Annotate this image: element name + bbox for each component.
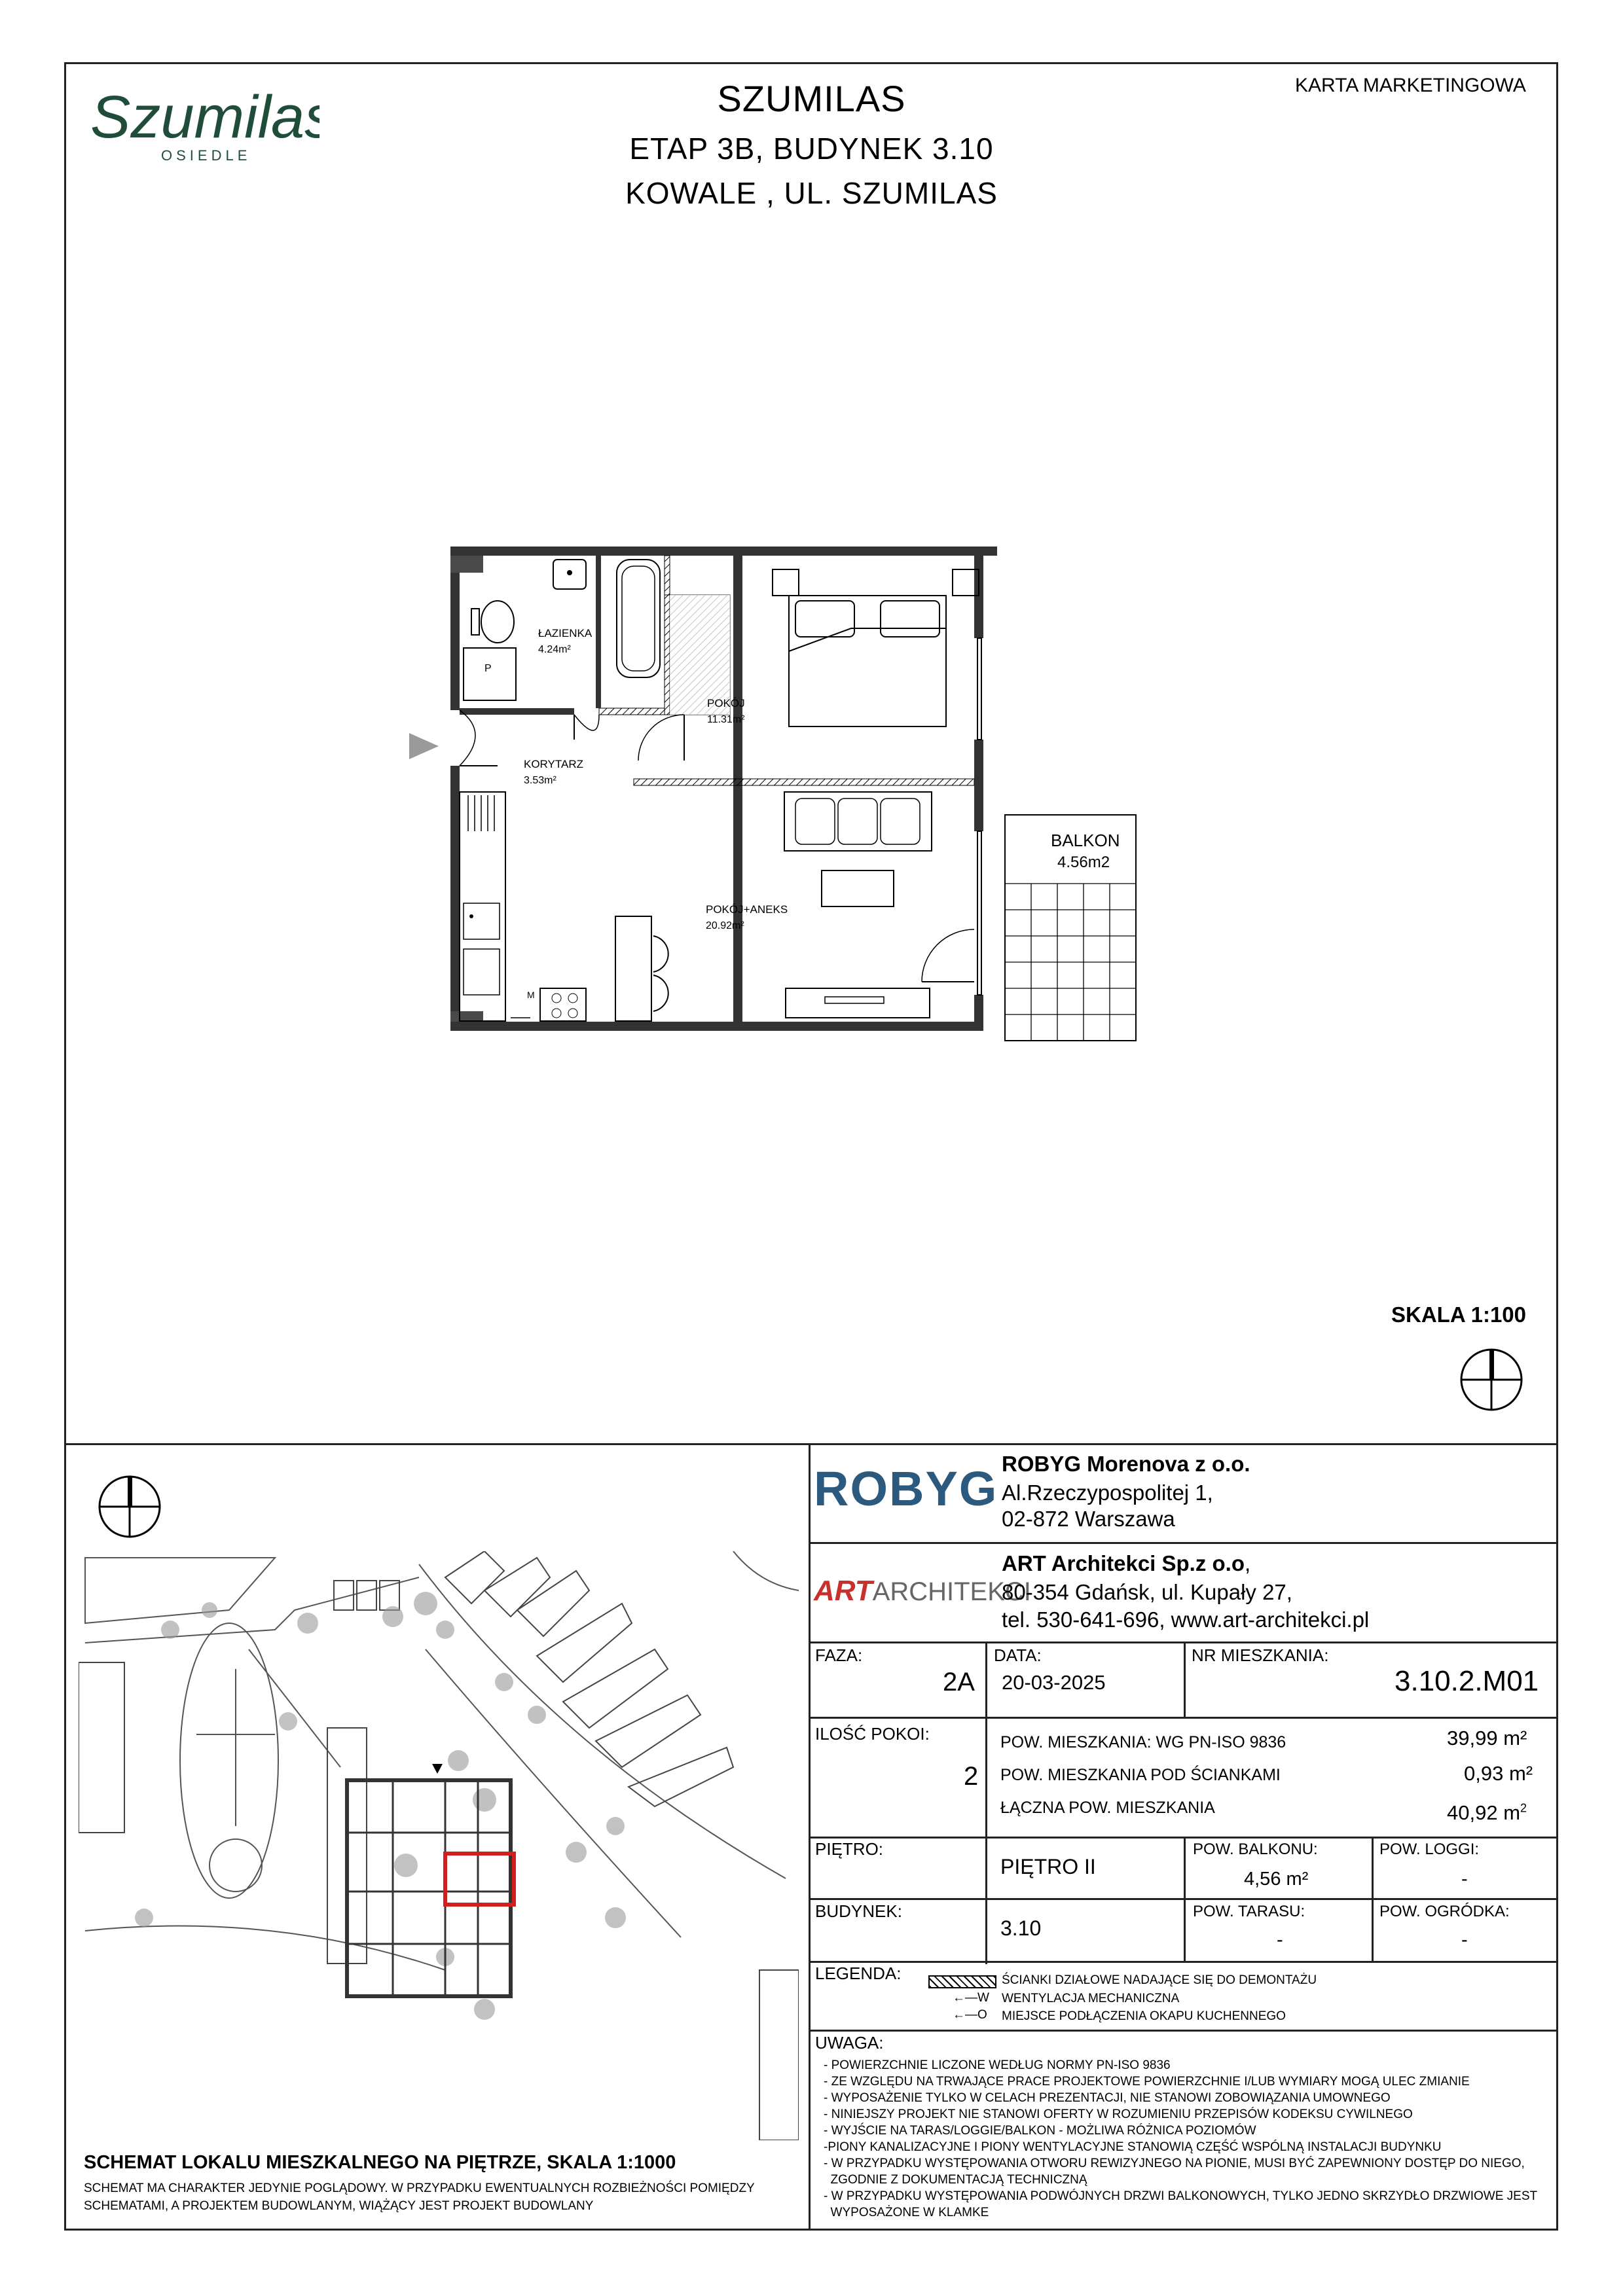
- page-title: SZUMILAS: [717, 78, 906, 119]
- uwaga-line: - WYJŚCIE NA TARAS/LOGGIE/BALKON - MOŻLIWA RÓŻNICA POZIOMÓW: [824, 2124, 1256, 2138]
- garden-label: POW. OGRÓDKA:: [1379, 1903, 1510, 1920]
- room-label-balcony: BALKON: [1051, 831, 1120, 850]
- apartment-highlight: [445, 1854, 514, 1905]
- uwaga-line: - POWIERZCHNIE LICZONE WEDŁUG NORMY PN-ISO 9836: [824, 2058, 1171, 2072]
- uwaga-line: - W PRZYPADKU WYSTĘPOWANIA OTWORU REWIZYJNEGO NA PIONIE, MUSI BYĆ ZAPEWNIONY DOSTĘP DO NIEGO,: [824, 2157, 1525, 2170]
- legend-sym-w: W: [977, 1991, 989, 2005]
- area3-value-line: [1447, 1801, 1527, 1825]
- room-area-balcony: 4.56m2: [1057, 853, 1110, 871]
- hood-arrow-icon: ←—O: [953, 2008, 987, 2022]
- entry-arrow-icon: [409, 733, 439, 759]
- hatch-wall-icon: [928, 1975, 996, 1988]
- site-plan: [79, 1551, 799, 2140]
- area3-value: 40,92 m: [1447, 1801, 1521, 1824]
- room-label-room: POKÓJ: [707, 697, 745, 709]
- room-area-living: 20.92m²: [706, 920, 744, 931]
- ventilation-arrow-icon: ←—W: [953, 1991, 989, 2005]
- rooms-label: ILOŚĆ POKOI:: [815, 1724, 930, 1744]
- m-label: M: [527, 990, 535, 1000]
- uwaga-list: [824, 2057, 1550, 2221]
- art-logo-a: ART: [814, 1575, 873, 1607]
- site-compass-icon: [97, 1474, 162, 1539]
- room-label-corridor: KORYTARZ: [524, 758, 583, 770]
- terrace-value: -: [1277, 1929, 1283, 1950]
- architect-name-line: [1002, 1551, 1250, 1576]
- uwaga-line: - ZE WZGLĘDU NA TRWAJĄCE PRACE PROJEKTOWE POWIERZCHNIE I/LUB WYMIARY MOGĄ ULEC ZMIANIE: [824, 2075, 1470, 2089]
- area2-label: POW. MIESZKANIA POD ŚCIANKAMI: [1000, 1766, 1281, 1784]
- art-logo-b: ARCHITEKCI: [872, 1577, 1031, 1606]
- data-label: DATA:: [994, 1645, 1042, 1665]
- area1-label: POW. MIESZKANIA: WG PN-ISO 9836: [1000, 1733, 1286, 1751]
- uwaga-line: - W PRZYPADKU WYSTĘPOWANIA PODWÓJNYCH DRZWI BALKONOWYCH, TYLKO JEDNO SKRZYDŁO DRZWIOWE JEST: [824, 2189, 1538, 2203]
- area3-label: ŁĄCZNA POW. MIESZKANIA: [1000, 1799, 1215, 1817]
- legend-item-2: WENTYLACJA MECHANICZNA: [1002, 1992, 1180, 2005]
- room-label-bathroom: ŁAZIENKA: [538, 627, 593, 639]
- architect-addr-1: 80-354 Gdańsk, ul. Kupały 27,: [1002, 1580, 1292, 1604]
- legend-label: LEGENDA:: [815, 1964, 902, 1983]
- page-subtitle-2: KOWALE , UL. SZUMILAS: [625, 176, 998, 210]
- room-area-room: 11.31m²: [707, 714, 745, 725]
- developer-name: ROBYG Morenova z o.o.: [1002, 1452, 1250, 1476]
- legend-item-1: ŚCIANKI DZIAŁOWE NADAJĄCE SIĘ DO DEMONTAŻU: [1002, 1973, 1317, 1987]
- uwaga-line: - WYPOSAŻENIE TYLKO W CELACH PREZENTACJI, NIE STANOWI ZOBOWIĄZANIA UMOWNEGO: [824, 2091, 1391, 2105]
- building-value: 3.10: [1000, 1916, 1042, 1940]
- site-note-2: SCHEMATAMI, A PROJEKTEM BUDOWLANYM, WIĄŻĄCY JEST PROJEKT BUDOWLANY: [84, 2199, 594, 2213]
- loggia-label: POW. LOGGI:: [1379, 1840, 1480, 1858]
- garden-value: -: [1461, 1929, 1468, 1950]
- architect-addr-2: tel. 530-641-696, www.art-architekci.pl: [1002, 1607, 1370, 1632]
- north-arrow-icon: [1459, 1347, 1524, 1412]
- uwaga-line: WYPOSAŻONE W KLAMKE: [824, 2206, 989, 2219]
- loggia-value: -: [1461, 1869, 1468, 1890]
- legend-item-3: MIEJSCE PODŁĄCZENIA OKAPU KUCHENNEGO: [1002, 2009, 1286, 2023]
- uwaga-line: ZGODNIE Z DOKUMENTACJĄ TECHNICZNĄ: [824, 2173, 1087, 2187]
- art-logo: [814, 1575, 1031, 1607]
- terrace-label: POW. TARASU:: [1193, 1903, 1305, 1920]
- room-label-living: POKÓJ+ANEKS: [706, 903, 788, 916]
- balcony-value: 4,56 m²: [1244, 1869, 1309, 1890]
- site-note-1: SCHEMAT MA CHARAKTER JEDYNIE POGLĄDOWY. W PRZYPADKU EWENTUALNYCH ROZBIEŻNOŚCI POMIĘDZY: [84, 2181, 755, 2195]
- room-area-corridor: 3.53m²: [524, 775, 556, 786]
- faza-value: 2A: [943, 1668, 975, 1696]
- room-area-bathroom: 4.24m²: [538, 644, 571, 655]
- card-label: KARTA MARKETINGOWA: [1295, 75, 1526, 96]
- nr-value: 3.10.2.M01: [1395, 1665, 1539, 1697]
- rooms-value: 2: [964, 1762, 979, 1791]
- faza-label: FAZA:: [815, 1645, 863, 1665]
- floor-value: PIĘTRO II: [1000, 1855, 1096, 1878]
- uwaga-label: UWAGA:: [815, 2033, 884, 2053]
- balcony-label: POW. BALKONU:: [1193, 1840, 1318, 1858]
- page-subtitle-1: ETAP 3B, BUDYNEK 3.10: [629, 132, 994, 166]
- uwaga-line: - NINIEJSZY PROJEKT NIE STANOWI OFERTY W ROZUMIENIU PRZEPISÓW KODEKSU CYWILNEGO: [824, 2108, 1413, 2121]
- developer-addr-2: 02-872 Warszawa: [1002, 1507, 1175, 1531]
- logo-script-text: Szumilas: [90, 84, 319, 151]
- robyg-logo: ROBYG: [814, 1462, 998, 1516]
- p-label: P: [484, 663, 492, 674]
- architect-name-suffix: ,: [1245, 1551, 1251, 1575]
- area1-value: 39,99 m²: [1447, 1727, 1527, 1749]
- developer-addr-1: Al.Rzeczypospolitej 1,: [1002, 1480, 1213, 1505]
- architect-name: ART Architekci Sp.z o.o: [1002, 1551, 1245, 1575]
- area3-sup: 2: [1520, 1801, 1527, 1815]
- data-value: 20-03-2025: [1002, 1671, 1106, 1694]
- uwaga-line: -PIONY KANALIZACYJNE I PIONY WENTYLACYJNE STANOWIĄ CZĘŚĆ WSPÓLNĄ INSTALACJI BUDYNKU: [824, 2140, 1442, 2154]
- area2-value: 0,93 m²: [1464, 1762, 1533, 1785]
- floor-label: PIĘTRO:: [815, 1839, 884, 1859]
- nr-label: NR MIESZKANIA:: [1192, 1645, 1329, 1665]
- logo-sub-text: OSIEDLE: [161, 147, 251, 164]
- legend-sym-o: O: [977, 2008, 987, 2022]
- floor-plan: [393, 537, 1146, 1073]
- building-label: BUDYNEK:: [815, 1901, 902, 1921]
- scale-label: SKALA 1:100: [1391, 1302, 1527, 1327]
- site-title: SCHEMAT LOKALU MIESZKALNEGO NA PIĘTRZE, SKALA 1:1000: [84, 2152, 676, 2173]
